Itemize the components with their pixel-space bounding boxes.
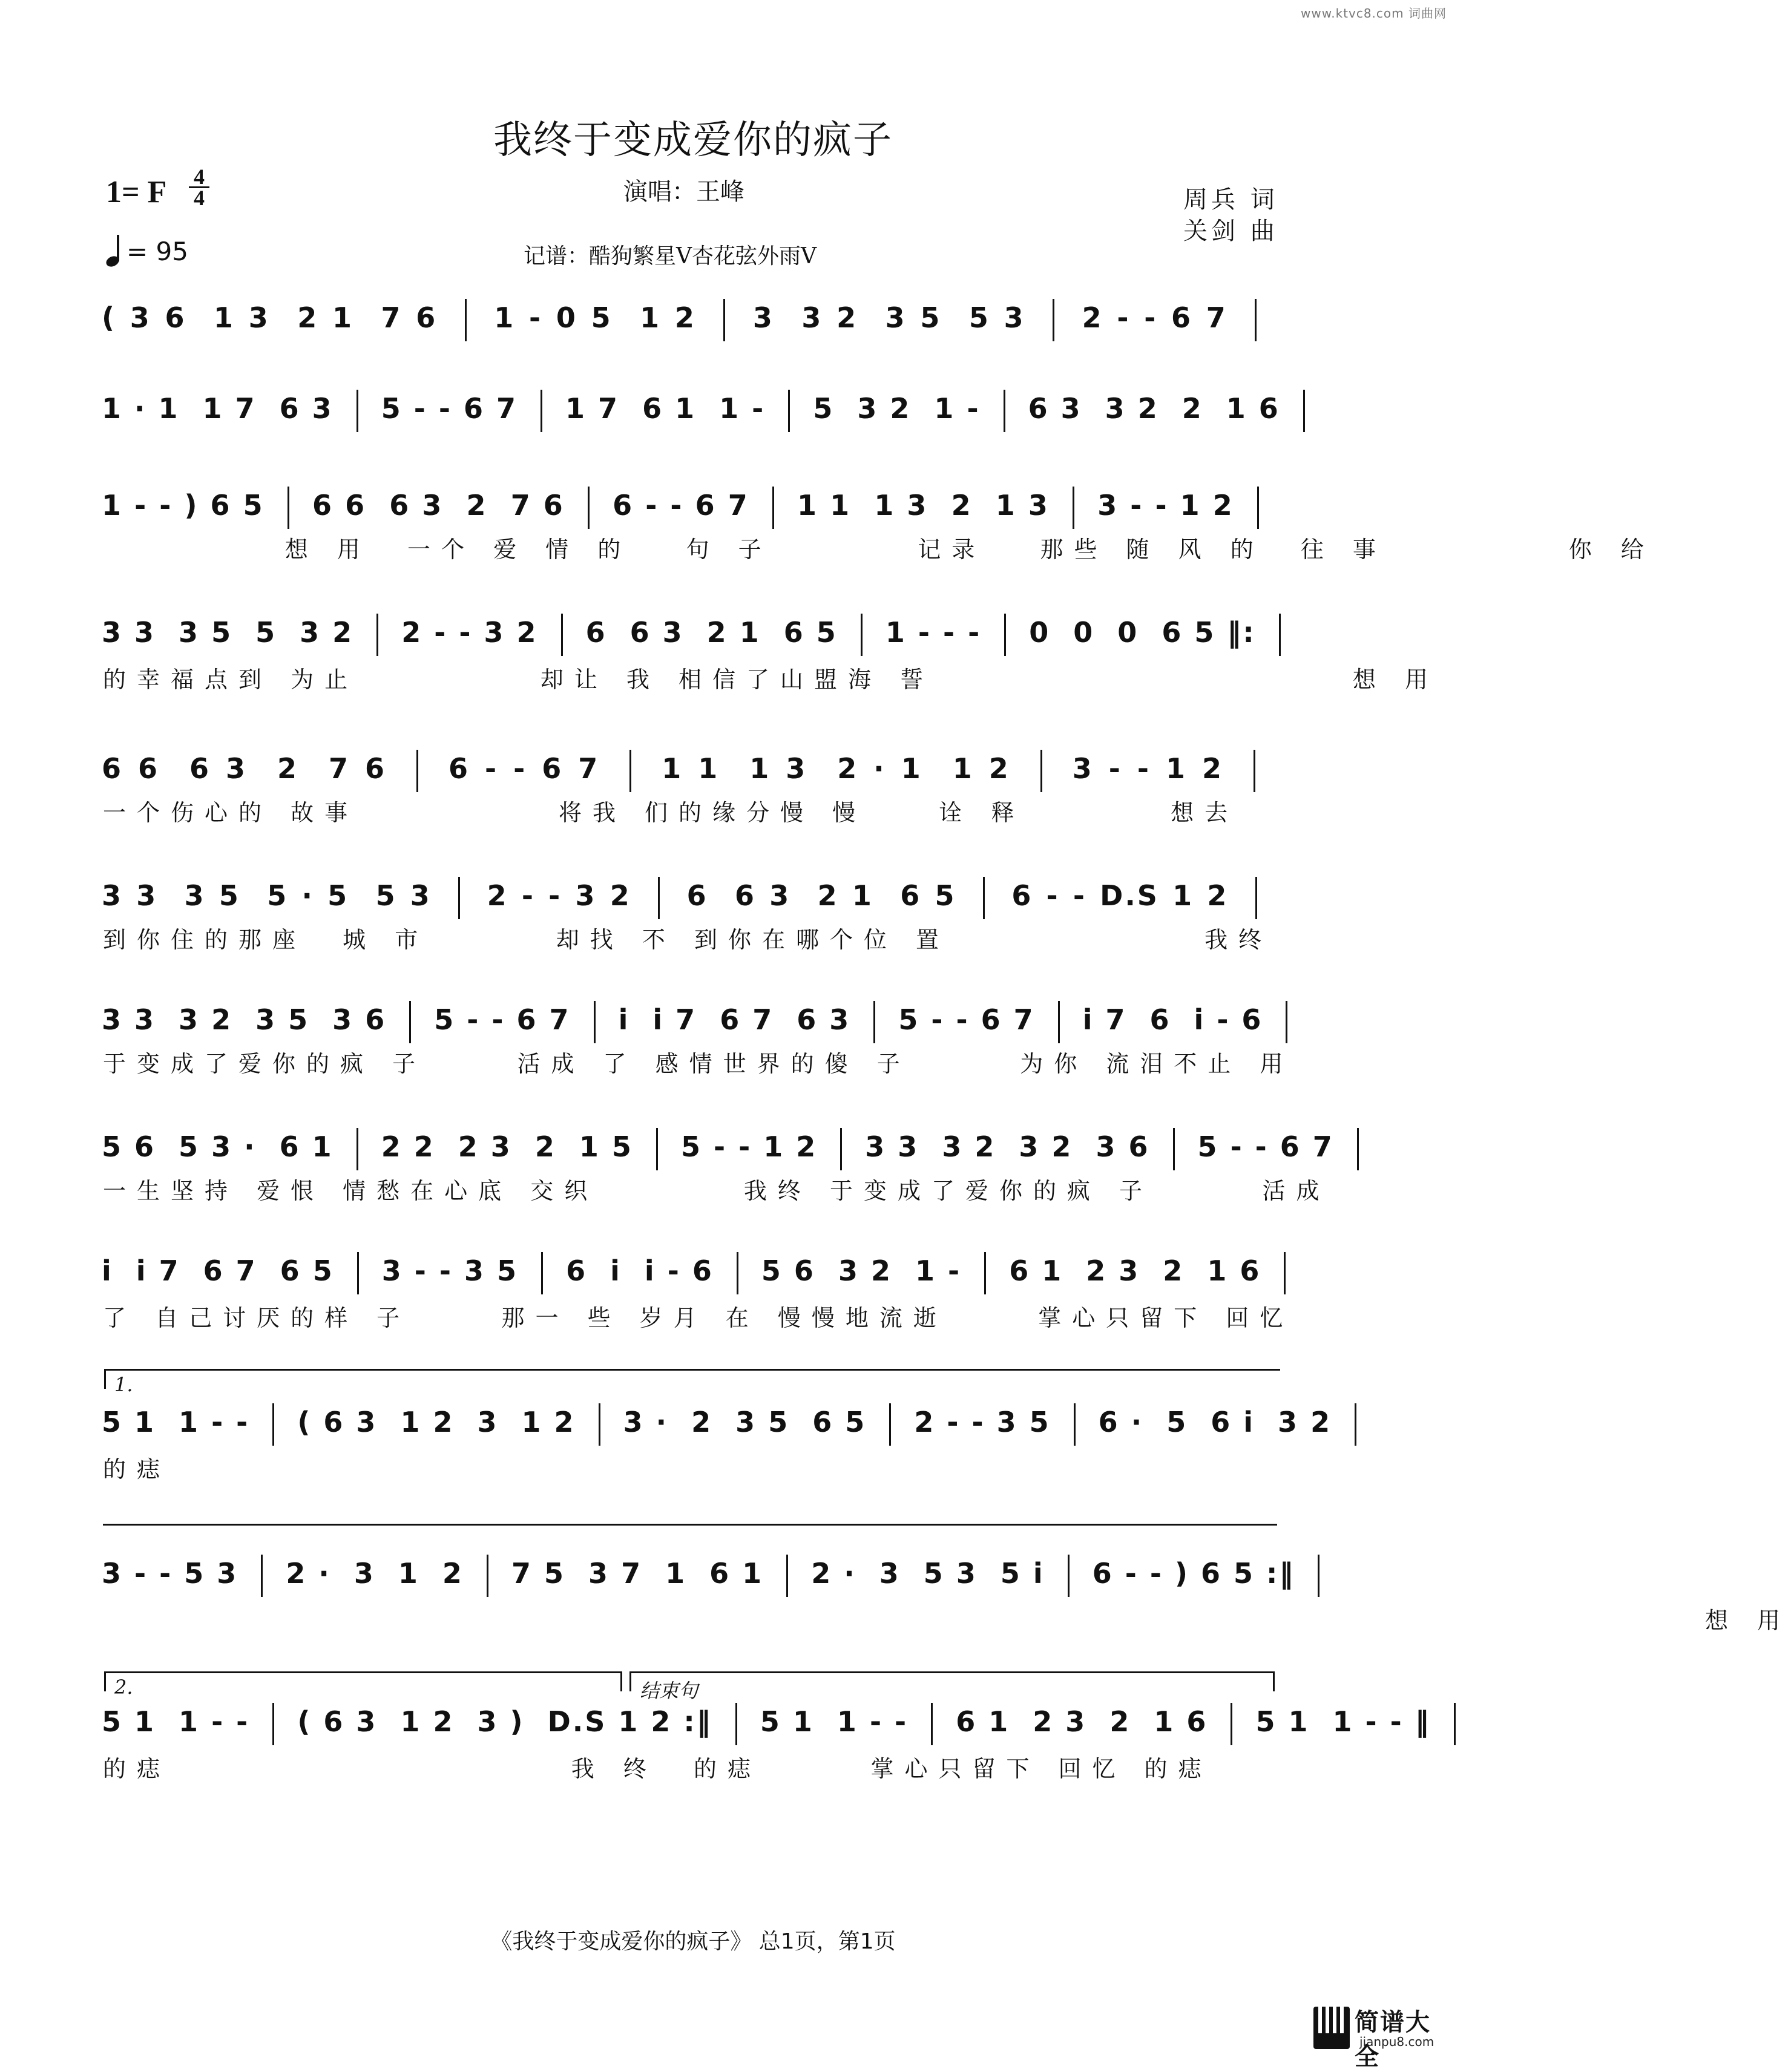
measure: 3 · 2 3 5 6 5 [623,1406,867,1438]
measure: 5 1 1 - - [102,1705,250,1738]
notation-row [102,1700,1431,1743]
lyric-row: 想 用 一个 爱 情 的 句 子 记录 那些 随 风 的 往 事 你 给 [103,536,1655,563]
measure: 3 3 3 5 5 · 5 5 3 [102,879,432,912]
notation-row [102,1552,1295,1595]
measure: 6 6 6 3 2 7 6 [312,489,565,522]
meter-bottom: 4 [194,186,205,210]
measure: 3 3 3 2 3 2 3 6 [865,1130,1150,1163]
bar-line [772,487,774,529]
measure: 2 · 3 1 2 [286,1557,464,1590]
second-ending-label: 2. [114,1676,133,1699]
measure: 6 3 3 2 2 1 6 [1028,392,1280,425]
bar-line [1257,487,1259,529]
notation-row [102,611,1282,654]
notation-row [102,998,1282,1041]
bar-line [1255,877,1257,919]
measure: 6 - - 6 7 [449,752,600,785]
first-ending-bracket [104,1369,1280,1396]
measure: 6 i i - 6 [566,1254,714,1287]
bar-line [1074,1403,1076,1446]
notation-row [102,1401,1332,1443]
bar-line [416,750,418,792]
bar-line [594,1001,596,1043]
measure: 2 · 3 5 3 5 i [811,1557,1045,1590]
bar-line [629,750,631,792]
piano-icon [1313,2007,1350,2049]
lyric-row: 的痣 我 终 的痣 掌心只留下 回忆 的痣 [103,1756,1212,1782]
measure: 5 1 1 - - [760,1705,909,1738]
measure: 3 3 3 5 5 3 2 [102,616,354,649]
bar-line [658,877,660,919]
bar-line [1286,1001,1287,1043]
measure: ( 6 3 1 2 3 1 2 [297,1406,576,1438]
ending-phrase-label: 结束句 [640,1679,698,1702]
measure: 2 - - 3 2 [401,616,538,649]
bar-line [272,1403,274,1446]
measure: 2 - - 3 5 [914,1406,1051,1438]
notation-row [102,1126,1334,1168]
bar-line [588,487,590,529]
measure: 5 - - 6 7 [1197,1130,1334,1163]
bar-line [1173,1128,1175,1170]
bar-line [458,877,460,919]
key-signature: 1= F [106,175,167,209]
bar-line [723,299,725,341]
measure: 5 1 1 - - ‖ [1255,1705,1431,1738]
bar-line [788,390,790,432]
lyric-row: 了 自己讨厌的样 子 那一 些 岁月 在 慢慢地流逝 掌心只留下 回忆 [103,1305,1294,1331]
measure: 1 - - - [885,616,982,649]
notation-row [102,874,1282,917]
tempo-marking [106,236,188,266]
bar-line [288,487,289,529]
bar-line [786,1555,788,1597]
measure: 5 1 1 - - [102,1406,250,1438]
measure: 6 1 2 3 2 1 6 [956,1705,1208,1738]
bar-line [1303,390,1305,432]
song-title: 我终于变成爱你的疯子 [493,118,893,163]
site-watermark: www.ktvc8.com 词曲网 [1300,6,1447,21]
bar-line [1279,614,1281,656]
bar-line [1454,1703,1456,1745]
bar-line [1040,750,1042,792]
measure: 5 3 2 1 - [813,392,981,425]
measure: 3 - - 5 3 [102,1557,238,1590]
tempo-value: = 95 [127,237,188,266]
measure: 3 - - 3 5 [381,1254,519,1287]
jianpu-logo [1313,2003,1450,2071]
measure: 5 - - 1 2 [680,1130,818,1163]
bar-line [465,299,467,341]
measure: 7 5 3 7 1 6 1 [511,1557,764,1590]
bar-line [656,1128,658,1170]
measure: 5 6 5 3 · 6 1 [102,1130,334,1163]
bar-line [873,1001,875,1043]
bar-line [1053,299,1054,341]
lyric-row: 到你住的那座 城 市 却找 不 到你在哪个位 置 我终 [103,926,1273,953]
lyric-row: 于变成了爱你的疯 子 活成 了 感情世界的傻 子 为你 流泪不止 用 [103,1051,1294,1077]
bar-line [561,614,563,656]
bar-line [1231,1703,1232,1745]
measure: 1 1 1 3 2 1 3 [797,489,1050,522]
bar-line [1073,487,1074,529]
first-ending-label: 1. [114,1373,133,1396]
bar-line [861,614,863,656]
page-footer: 《我终于变成爱你的疯子》 总1页，第1页 [490,1929,896,1954]
time-signature [189,167,209,208]
measure: 5 - - 6 7 [381,392,518,425]
measure: 2 - - 3 2 [487,879,631,912]
measure: 6 1 2 3 2 1 6 [1009,1254,1261,1287]
measure: 2 - - 6 7 [1082,301,1227,334]
measure: 1 7 6 1 1 - [565,392,766,425]
notation-row [102,387,1282,430]
notation-row [102,747,1282,790]
volta-continuation-line [103,1524,1277,1526]
measure: 6 - - D.S 1 2 [1011,879,1229,912]
measure: 0 0 0 6 5 ‖: [1029,616,1256,649]
measure: 6 6 3 2 1 6 5 [686,879,956,912]
bar-line [1004,390,1005,432]
transcriber-credit: 记谱：酷狗繁星V杏花弦外雨V [524,244,817,269]
bar-line [983,877,985,919]
bar-line [376,614,378,656]
measure: 5 6 3 2 1 - [761,1254,962,1287]
measure: i i 7 6 7 6 3 [618,1003,851,1036]
bar-line [737,1252,738,1294]
bar-line [735,1703,737,1745]
bar-line [487,1555,488,1597]
bar-line [1004,614,1006,656]
bar-line [1254,750,1255,792]
bar-line [931,1703,933,1745]
measure: 5 - - 6 7 [898,1003,1035,1036]
notation-row [102,484,1282,526]
bar-line [272,1703,274,1745]
lyric-row: 的幸福点到 为止 却让 我 相信了山盟海 誓 想 用 [103,666,1439,693]
lyric-row: 想 用 [103,1607,1791,1634]
measure: 6 6 3 2 1 6 5 [585,616,838,649]
bar-line [261,1555,263,1597]
measure: ( 6 3 1 2 3 ) D.S 1 2 :‖ [297,1705,712,1738]
second-ending-bracket [104,1671,622,1699]
bar-line [541,390,542,432]
bar-line [1357,1128,1359,1170]
measure: 1 · 1 1 7 6 3 [102,392,334,425]
measure: 6 6 6 3 2 7 6 [102,752,387,785]
bar-line [1355,1403,1356,1446]
measure: 1 1 1 3 2 · 1 1 2 [662,752,1010,785]
notation-row [102,1250,1282,1292]
bar-line [1068,1555,1070,1597]
bar-line [1058,1001,1060,1043]
measure: i 7 6 i - 6 [1082,1003,1263,1036]
meter-top: 4 [194,165,205,189]
bar-line [1318,1555,1319,1597]
measure: 3 3 3 2 3 5 3 6 [102,1003,387,1036]
measure: 1 - 0 5 1 2 [494,301,696,334]
notation-row [102,297,1282,339]
bar-line [357,1252,359,1294]
measure: 3 3 2 3 5 5 3 [752,301,1025,334]
lyric-row: 一生坚持 爱恨 情愁在心底 交织 我终 于变成了爱你的疯 子 活成 [103,1178,1330,1204]
ending-phrase-bracket [629,1671,1275,1702]
bar-line [357,390,358,432]
logo-url: jianpu8.com [1359,2034,1434,2049]
composer-credit: 关剑 曲 [1183,217,1278,245]
measure: 3 - - 1 2 [1072,752,1223,785]
measure: i i 7 6 7 6 5 [102,1254,334,1287]
measure: 6 · 5 6 i 3 2 [1098,1406,1332,1438]
bar-line [889,1403,891,1446]
bar-line [541,1252,543,1294]
bar-line [1284,1252,1286,1294]
logo-text: 简谱大全 [1355,2008,1431,2071]
lyricist-credit: 周兵 词 [1183,186,1278,214]
measure: 2 2 2 3 2 1 5 [381,1130,633,1163]
measure: 5 - - 6 7 [434,1003,571,1036]
bar-line [599,1403,600,1446]
bar-line [840,1128,842,1170]
measure: 6 - - 6 7 [613,489,749,522]
measure: 3 - - 1 2 [1097,489,1234,522]
lyric-row: 一个伤心的 故事 将我 们的缘分慢 慢 诠 释 想去 [103,799,1239,826]
bar-line [357,1128,358,1170]
quarter-note-icon [106,236,127,266]
measure: ( 3 6 1 3 2 1 7 6 [102,301,438,334]
bar-line [984,1252,986,1294]
lyric-row: 的痣 [103,1456,171,1483]
bar-line [409,1001,411,1043]
bar-line [1255,299,1257,341]
measure: 6 - - ) 6 5 :‖ [1092,1557,1295,1590]
singer-credit: 演唱：王峰 [623,178,744,206]
measure: 1 - - ) 6 5 [102,489,265,522]
